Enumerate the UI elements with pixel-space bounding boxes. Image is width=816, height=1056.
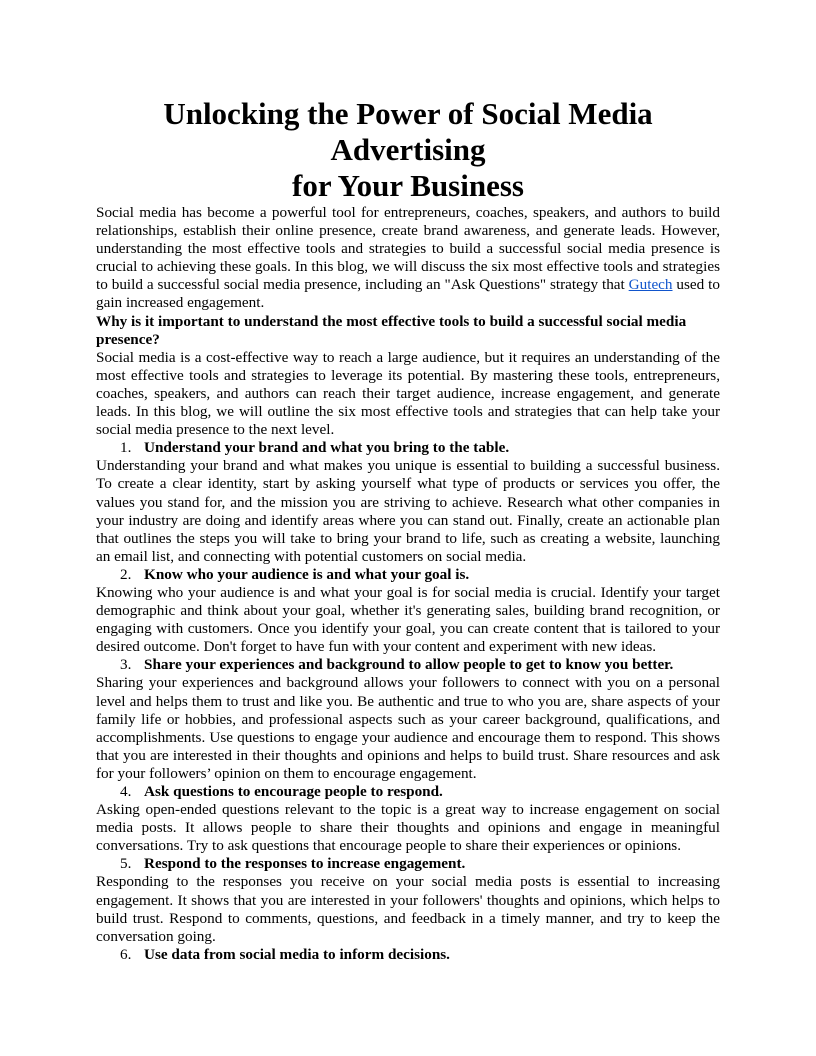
section-heading-text: Respond to the responses to increase engagement.: [144, 855, 466, 873]
section-3-body: Sharing your experiences and background allows your followers to connect with you on a personal level and helps them to trust and like you. Be authentic and true to who you are, share aspects of your family life or hobbies, and professional aspects such as your career background, qualifications, and accomplishments. Use questions to engage your audience and encourage them to respond. This shows that you are interested in their thoughts and opinions and helps to build trust. Share resources and ask for your followers’ opinion on them to encourage engagement.: [96, 674, 720, 782]
section-3-heading: [96, 656, 720, 674]
section-4-body: Asking open-ended questions relevant to the topic is a great way to increase engagement on social media posts. It allows people to share their thoughts and opinions and engage in meaningful conversations. Try to ask questions that encourage people to share their experiences or opinions.: [96, 801, 720, 855]
title-line-2: for Your Business: [292, 168, 524, 203]
list-number: 3.: [120, 656, 132, 674]
intro-text: Social media has become a powerful tool for entrepreneurs, coaches, speakers, and authors to build relationships, establish their online presence, create brand awareness, and generate leads. However, understanding the most effective tools and strategies to build a successful social media presence is crucial to achieving these goals. In this blog, we will discuss the six most effective tools and strategies to build a successful social media presence, including an "Ask Questions" strategy that: [96, 204, 720, 294]
section-1-heading: [96, 439, 720, 457]
question-heading: Why is it important to understand the most effective tools to build a successful social media presence?: [96, 312, 687, 348]
intro-text-end: used to gain increased engagement.: [96, 276, 720, 312]
gutech-link[interactable]: Gutech: [628, 276, 673, 294]
section-heading-text: Share your experiences and background to allow people to get to know you better.: [144, 656, 674, 674]
section-4-heading: [96, 783, 720, 801]
section-heading-text: Use data from social media to inform decisions.: [144, 945, 450, 963]
list-number: 6.: [120, 945, 132, 963]
list-number: 5.: [120, 855, 132, 873]
section-2-heading: [96, 566, 720, 584]
list-number: 4.: [120, 783, 132, 800]
section-2-body: Knowing who your audience is and what your goal is for social media is crucial. Identify your target demographic and think about your goal, whether it's generating sales, building brand recognition, or engaging with customers. Once you identify your goal, you can create content that is tailored to your desired outcome. Don't forget to have fun with your content and experiment with new ideas.: [96, 583, 720, 656]
section-6-heading: [96, 946, 720, 964]
section-heading-text: Know who your audience is and what your goal is.: [144, 565, 470, 583]
list-number: 2.: [120, 565, 132, 583]
page-title: [96, 96, 720, 204]
section-1-body: Understanding your brand and what makes you unique is essential to building a successful business. To create a clear identity, start by asking yourself what type of products or services you offer, the values you stand for, and the mission you are striving to achieve. Research what other companies in your industry are doing and identify areas where you can stand out. Finally, create an actionable plan that outlines the steps you will take to bring your brand to life, such as creating a website, launching an email list, and connecting with potential customers on social media.: [96, 457, 720, 565]
section-heading-text: Ask questions to encourage people to respond.: [144, 783, 443, 800]
section-5-body: Responding to the responses you receive on your social media posts is essential to increasing engagement. It shows that you are interested in your followers' thoughts and opinions, which helps to build trust. Respond to comments, questions, and feedback in a timely manner, and try to keep the conversation going.: [96, 873, 720, 945]
list-number: 1.: [120, 439, 132, 457]
question-body: Social media is a cost-effective way to reach a large audience, but it requires an understanding of the most effective tools and strategies to leverage its potential. By mastering these tools, entrepreneurs, coaches, speakers, and authors can reach their target audience, increase engagement, and generate leads. In this blog, we will outline the six most effective tools and strategies that can help take your social media presence to the next level.: [96, 348, 720, 439]
section-5-heading: [96, 855, 720, 873]
section-heading-text: Understand your brand and what you bring to the table.: [144, 439, 510, 457]
intro-paragraph: [96, 204, 720, 313]
title-line-1: Unlocking the Power of Social Media Advertising: [163, 96, 653, 167]
